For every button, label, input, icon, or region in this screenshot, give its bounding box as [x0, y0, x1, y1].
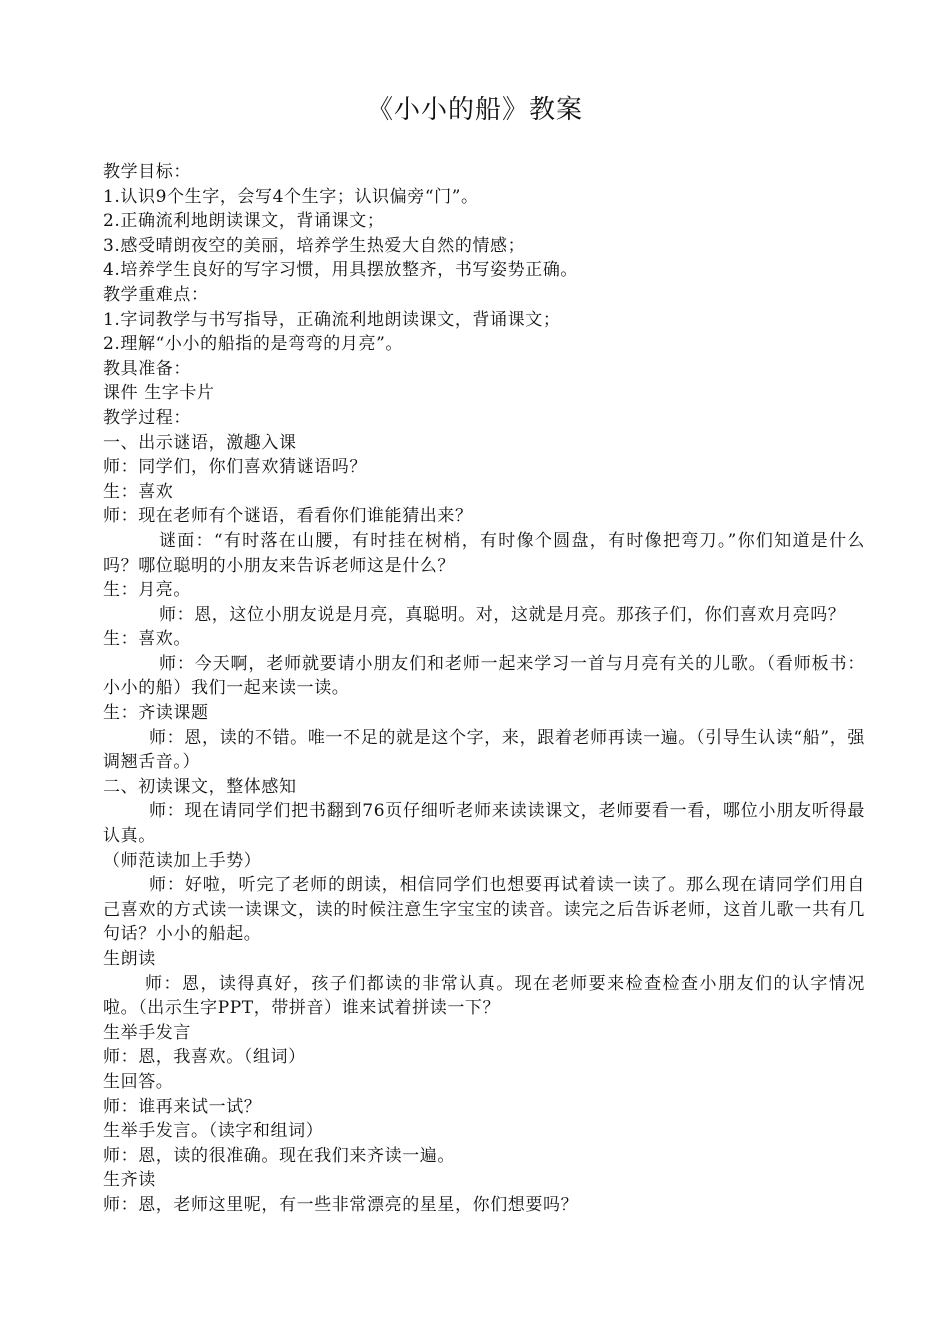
objective-item: 1.认识9个生字，会写4个生字；认识偏旁“门”。 — [103, 186, 479, 207]
section-heading: 教学重难点： — [103, 284, 209, 305]
dialogue-line: 师：恩，老师这里呢，有一些非常漂亮的星星，你们想要吗？ — [103, 1194, 579, 1215]
dialogue-line: 生朗读 — [103, 949, 156, 969]
dialogue-line: 生举手发言 — [103, 1022, 191, 1043]
dialogue-line: 生举手发言。（读字和组词） — [103, 1121, 324, 1142]
difficulty-item: 1.字词教学与书写指导，正确流利地朗读课文，背诵课文； — [103, 309, 561, 330]
dialogue-line: 生回答。 — [103, 1071, 174, 1092]
dialogue-line: 生齐读 — [103, 1170, 156, 1191]
dialogue-line: 生：齐读课题 — [103, 703, 209, 724]
dialogue-line: 师：好啦，听完了老师的朗读，相信同学们也想要再试着读一读了。那么现在请同学们用自己喜欢的方式读一读课文，读的时候注意生字宝宝的读音。读完之后告诉老师，这首儿歌一共有几句话？小小的船起。 — [103, 875, 865, 945]
dialogue-line: 师：恩，读的不错。唯一不足的就是这个字，来，跟着老师再读一遍。（引导生认读“船”，强调翘舌音。） — [103, 727, 865, 773]
section-heading: 教具准备： — [103, 358, 191, 379]
materials-item: 课件 生字卡片 — [103, 383, 215, 404]
dialogue-line: 生：喜欢 — [103, 481, 174, 502]
difficulty-item: 2.理解“小小的船指的是弯弯的月亮”。 — [103, 334, 404, 355]
document-body — [103, 160, 865, 1218]
section-heading: 教学目标： — [103, 162, 191, 182]
step-heading: 二、初读课文，整体感知 — [103, 776, 297, 797]
dialogue-line: 师：恩，这位小朋友说是月亮，真聪明。对，这就是月亮。那孩子们，你们喜欢月亮吗？ — [159, 604, 846, 625]
dialogue-line: 生：月亮。 — [103, 580, 191, 601]
step-heading: 一、出示谜语，激趣入课 — [103, 432, 297, 453]
objective-item: 3.感受晴朗夜空的美丽，培养学生热爱大自然的情感； — [103, 235, 526, 256]
dialogue-line: 生：喜欢。 — [103, 629, 191, 650]
stage-direction: （师范读加上手势） — [103, 850, 262, 871]
dialogue-line: 师：现在老师有个谜语，看看你们谁能猜出来？ — [103, 506, 473, 527]
objective-item: 2.正确流利地朗读课文，背诵课文； — [103, 211, 385, 232]
dialogue-line: 谜面：“有时落在山腰，有时挂在树梢，有时像个圆盘，有时像把弯刀。”你们知道是什么吗？哪位聪明的小朋友来告诉老师这是什么？ — [103, 530, 865, 576]
dialogue-line: 师：今天啊，老师就要请小朋友们和老师一起来学习一首与月亮有关的儿歌。（看师板书：小小的船）我们一起来读一读。 — [103, 653, 865, 699]
section-heading: 教学过程： — [103, 407, 191, 428]
dialogue-line: 师：同学们，你们喜欢猜谜语吗？ — [103, 457, 367, 478]
objective-item: 4.培养学生良好的写字习惯，用具摆放整齐，书写姿势正确。 — [103, 260, 579, 281]
dialogue-line: 师：谁再来试一试？ — [103, 1096, 262, 1117]
dialogue-line: 师：恩，我喜欢。（组词） — [103, 1047, 306, 1068]
dialogue-line: 师：现在请同学们把书翻到76页仔细听老师来读读课文，老师要看一看，哪位小朋友听得最认真。 — [103, 801, 865, 847]
dialogue-line: 师：恩，读的很准确。现在我们来齐读一遍。 — [103, 1145, 455, 1166]
document-title: 《小小的船》教案 — [366, 95, 583, 125]
dialogue-line: 师：恩，读得真好，孩子们都读的非常认真。现在老师要来检查检查小朋友们的认字情况啦。（出示生字PPT，带拼音）谁来试着拼读一下？ — [103, 973, 865, 1019]
